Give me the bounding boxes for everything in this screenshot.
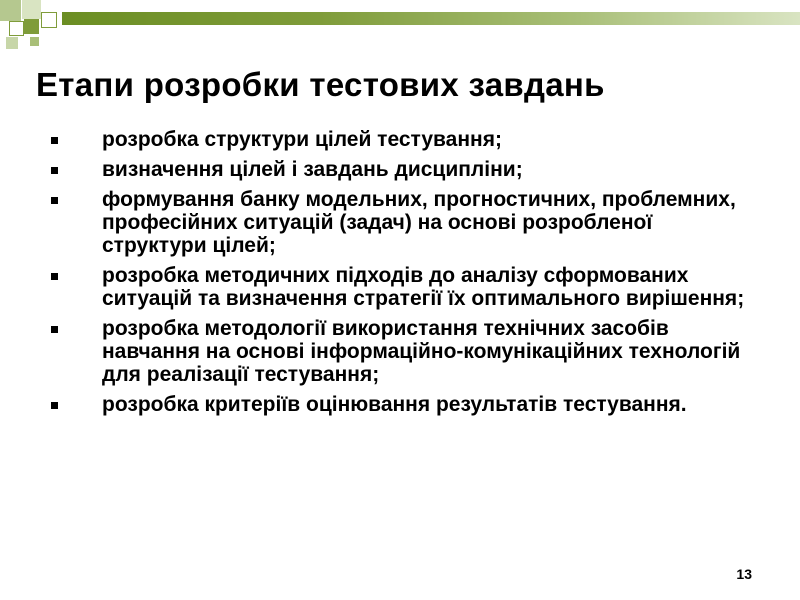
decorative-square [41, 12, 57, 28]
bullet-text: розробка методології використання технічних засобів навчання на основі інформаційно-комунікаційних технологій для реалізації тестування; [102, 317, 741, 386]
slide-title: Етапи розробки тестових завдань [36, 66, 605, 103]
bullet-item [48, 128, 748, 151]
bullet-text: розробка методичних підходів до аналізу сформованих ситуацій та визначення стратегії їх оптимального вирішення; [102, 264, 745, 310]
page-number: 13 [736, 566, 752, 582]
decorative-square [9, 21, 24, 36]
bullet-list [48, 128, 748, 423]
square-bullet-icon [51, 402, 58, 409]
bullet-text: визначення цілей і завдань дисципліни; [102, 158, 523, 181]
decorative-square [24, 19, 39, 34]
decorative-square [6, 37, 18, 49]
bullet-text: розробка критеріїв оцінювання результатів тестування. [102, 393, 687, 416]
bullet-item [48, 264, 748, 310]
header-bar [62, 12, 800, 25]
bullet-item [48, 188, 748, 257]
decorative-square [22, 0, 41, 19]
square-bullet-icon [51, 167, 58, 174]
bullet-item [48, 393, 748, 416]
square-bullet-icon [51, 137, 58, 144]
square-bullet-icon [51, 326, 58, 333]
bullet-text: формування банку модельних, прогностичних, проблемних, професійних ситуацій (задач) на основі розробленої структури цілей; [102, 188, 736, 257]
decorative-square [0, 0, 21, 21]
square-bullet-icon [51, 273, 58, 280]
decorative-square [30, 37, 39, 46]
square-bullet-icon [51, 197, 58, 204]
bullet-text: розробка структури цілей тестування; [102, 128, 502, 151]
bullet-item [48, 158, 748, 181]
bullet-item [48, 317, 748, 386]
